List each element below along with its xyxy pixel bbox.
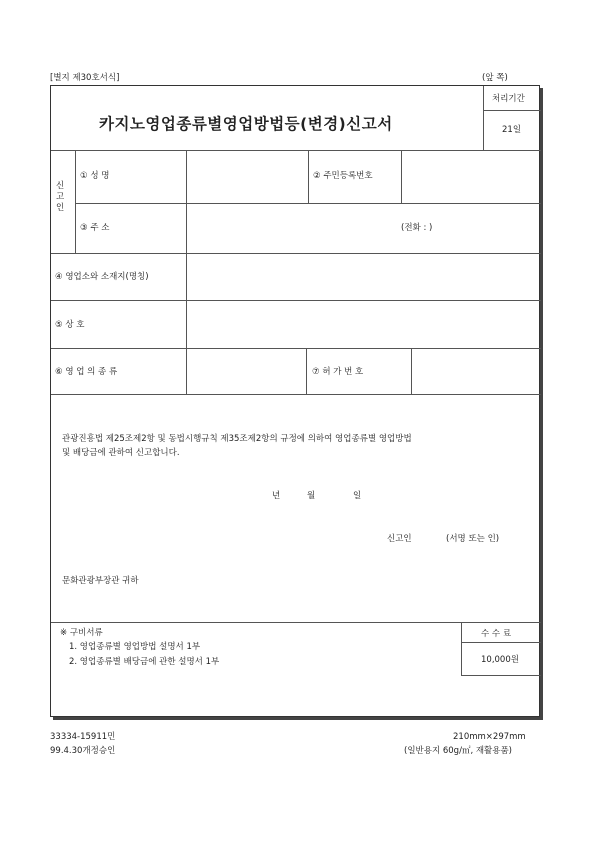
reporter-group-label: 신 고 인 — [56, 181, 65, 213]
form-number: [별지 제30호서식] — [50, 73, 120, 83]
required-document-item: 2. 영업종류별 배당금에 관한 설명서 1부 — [69, 657, 220, 667]
date-year-label: 년 — [272, 491, 281, 501]
paper-type: (일반용지 60g/㎡, 재활용품) — [404, 746, 513, 756]
declaration-form — [50, 85, 540, 717]
form-code: 33334-15911민 — [50, 732, 116, 742]
declaration-statement-line1: 관광진흥법 제25조제2항 및 동법시행규칙 제35조제2항의 규정에 의하여 영업종류별 영업방법 — [62, 434, 412, 444]
permit-number-label: ⑦ 허 가 번 호 — [312, 367, 364, 377]
approval-date: 99.4.30개정승인 — [50, 746, 116, 756]
fee-value: 10,000원 — [481, 655, 519, 665]
required-documents-title: ※ 구비서류 — [60, 628, 103, 638]
business-location-field[interactable] — [187, 254, 540, 299]
date-month-label: 월 — [307, 491, 316, 501]
phone-label: (전화 : ) — [401, 223, 433, 233]
business-type-label: ⑥ 영 업 의 종 류 — [55, 367, 118, 377]
fee-label: 수 수 료 — [481, 629, 512, 639]
business-location-label: ④ 영업소와 소재지(명칭) — [55, 272, 149, 282]
processing-period-label: 처리기간 — [492, 94, 525, 104]
name-field[interactable] — [187, 151, 307, 202]
page-side-label: (앞 쪽) — [482, 73, 508, 83]
signer-label: 신고인 — [387, 534, 412, 544]
addressee: 문화관광부장관 귀하 — [62, 576, 139, 586]
declaration-statement-line2: 및 배당금에 관하여 신고합니다. — [62, 448, 180, 458]
trade-name-label: ⑤ 상 호 — [55, 320, 85, 330]
resident-number-label: ② 주민등록번호 — [313, 171, 373, 181]
paper-size: 210mm×297mm — [453, 732, 526, 742]
address-label: ③ 주 소 — [80, 223, 110, 233]
resident-number-field[interactable] — [402, 151, 540, 202]
trade-name-field[interactable] — [187, 301, 540, 347]
permit-number-field[interactable] — [412, 349, 540, 393]
date-day-label: 일 — [353, 491, 362, 501]
signature-field[interactable]: (서명 또는 인) — [446, 534, 500, 544]
required-document-item: 1. 영업종류별 영업방법 설명서 1부 — [69, 642, 201, 652]
address-field[interactable] — [187, 204, 540, 252]
form-title: 카지노영업종류별영업방법등(변경)신고서 — [99, 115, 393, 133]
name-label: ① 성 명 — [80, 171, 110, 181]
processing-period-value: 21일 — [502, 125, 522, 135]
business-type-field[interactable] — [187, 349, 305, 393]
